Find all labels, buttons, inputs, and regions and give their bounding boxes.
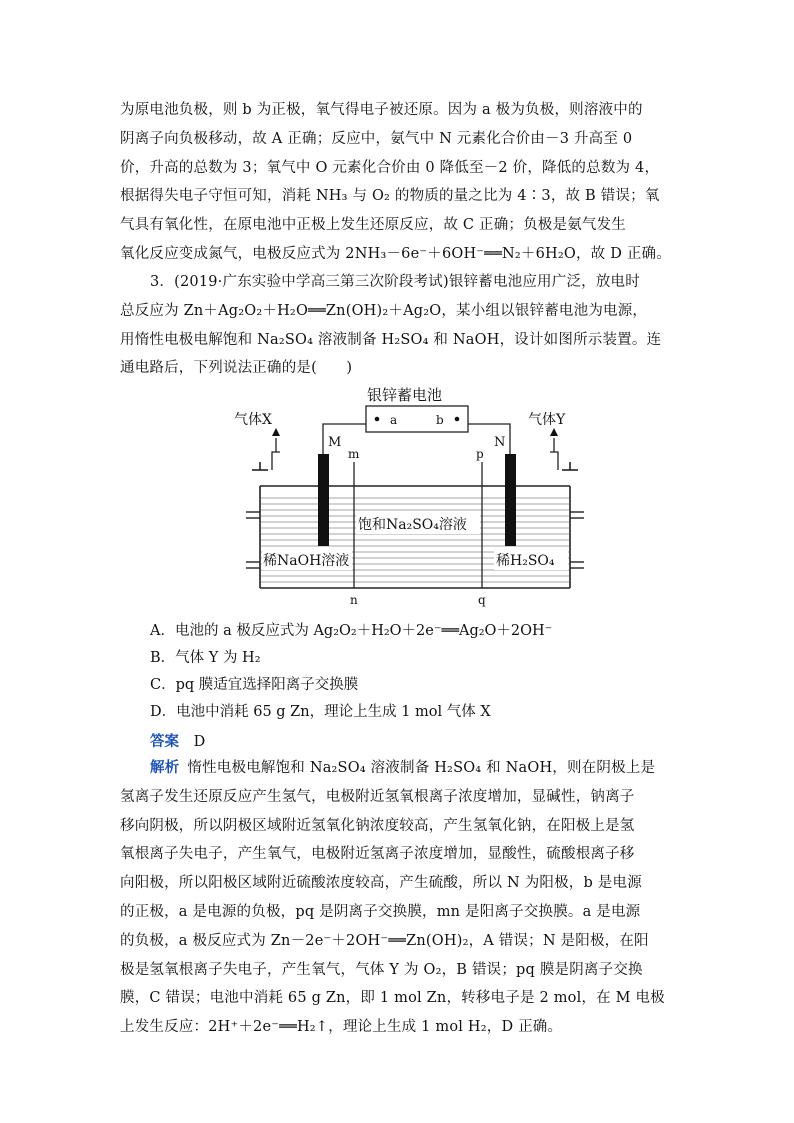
analysis-line: 膜，C 错误；电池中消耗 65 g Zn，即 1 mol Zn，转移电子是 2 mol，在 M 电极 xyxy=(120,990,665,1007)
electrode-m-label: M xyxy=(328,435,342,450)
answer-label: 答案 xyxy=(150,733,179,750)
membrane-p-label: p xyxy=(476,447,484,461)
answer-value: D xyxy=(193,734,206,750)
electrode-n-label: N xyxy=(494,435,506,450)
analysis-line: 移向阴极，所以阴极区域附近氢氧化钠浓度较高，产生氢氧化钠，在阳极上是氢 xyxy=(120,817,635,834)
text-line: 氧化反应变成氮气，电极反应式为 2NH₃－6e⁻＋6OH⁻══N₂＋6H₂O，故 D 正确。 xyxy=(120,245,671,262)
membrane-q-label: q xyxy=(478,593,486,607)
question-line: 总反应为 Zn＋Ag₂O₂＋H₂O══Zn(OH)₂＋Ag₂O，某小组以银锌蓄电池为电源， xyxy=(120,302,648,319)
text-line: 气具有氧化性，在原电池中正极上发生还原反应，故 C 正确；负极是氨气发生 xyxy=(120,217,627,234)
answer-line xyxy=(150,730,205,751)
analysis-text: 惰性电极电解饱和 Na₂SO₄ 溶液制备 H₂SO₄ 和 NaOH，则在阴极上是 xyxy=(187,760,656,776)
analysis-line: 的负极，a 极反应式为 Zn－2e⁻＋2OH⁻══Zn(OH)₂，A 错误；N 是阳极，在阳 xyxy=(120,932,649,949)
battery-label: 银锌蓄电池 xyxy=(367,386,443,404)
electrode-m xyxy=(318,454,329,546)
electrode-n xyxy=(505,454,516,546)
analysis-label: 解析 xyxy=(150,759,180,776)
terminal-b-dot xyxy=(455,417,460,422)
analysis-line: 向阳极，所以阳极区域附近硫酸浓度较高，产生硫酸，所以 N 为阳极，b 是电源 xyxy=(120,875,642,892)
arrow-up-icon xyxy=(272,428,280,436)
left-solution-label: 稀NaOH溶液 xyxy=(263,553,350,569)
analysis-line: 氢离子发生还原反应产生氢气，电极附近氢氧根离子浓度增加，显碱性，钠离子 xyxy=(120,788,635,805)
text-line: 价，升高的总数为 3；氧气中 O 元素化合价由 0 降低至－2 价，降低的总数为 4， xyxy=(120,159,660,176)
right-solution-label: 稀H₂SO₄ xyxy=(496,553,555,569)
membrane-m-label: m xyxy=(348,447,360,461)
electrolysis-diagram xyxy=(232,378,592,608)
analysis xyxy=(120,754,675,1042)
option-a: A．电池的 a 极反应式为 Ag₂O₂＋H₂O＋2e⁻══Ag₂O＋2OH⁻ xyxy=(150,623,553,639)
question-line: 3．(2019·广东实验中学高三第三次阶段考试)银锌蓄电池应用广泛，放电时 xyxy=(150,274,640,290)
option-d: D．电池中消耗 65 g Zn，理论上生成 1 mol 气体 X xyxy=(150,704,491,720)
terminal-b-label: b xyxy=(436,413,444,427)
analysis-line: 的正极，a 是电源的负极，pq 是阴离子交换膜，mn 是阳离子交换膜。a 是电源 xyxy=(120,903,641,920)
option-c: C．pq 膜适宜选择阳离子交换膜 xyxy=(150,677,359,693)
text-line: 阴离子向负极移动，故 A 正确；反应中，氨气中 N 元素化合价由－3 升高至 0 xyxy=(120,130,633,147)
analysis-first-line xyxy=(120,754,675,783)
battery-box xyxy=(366,406,468,432)
question-3 xyxy=(120,268,675,383)
terminal-a-label: a xyxy=(390,413,398,427)
previous-analysis xyxy=(120,96,675,269)
gas-y-label: 气体Y xyxy=(528,412,566,428)
membrane-n-label: n xyxy=(350,593,358,607)
analysis-line: 极是氢氧根离子失电子，产生氧气，气体 Y 为 O₂，B 错误；pq 膜是阴离子交换 xyxy=(120,961,643,978)
analysis-line: 氧根离子失电子，产生氧气，电极附近氢离子浓度增加，显酸性，硫酸根离子移 xyxy=(120,846,635,863)
arrow-up-icon xyxy=(550,428,558,436)
text-line: 为原电池负极，则 b 为正极，氧气得电子被还原。因为 a 极为负极，则溶液中的 xyxy=(120,102,643,118)
question-line: 用惰性电极电解饱和 Na₂SO₄ 溶液制备 H₂SO₄ 和 NaOH，设计如图所示装置。连 xyxy=(120,331,662,348)
gas-x-label: 气体X xyxy=(234,412,272,428)
text-line: 根据得失电子守恒可知，消耗 NH₃ 与 O₂ 的物质的量之比为 4∶3，故 B 错误；氧 xyxy=(120,188,660,205)
terminal-a-dot xyxy=(375,417,380,422)
option-b: B．气体 Y 为 H₂ xyxy=(150,650,261,666)
middle-solution-label: 饱和Na₂SO₄溶液 xyxy=(358,517,467,533)
analysis-line: 上发生反应：2H⁺＋2e⁻══H₂↑，理论上生成 1 mol H₂，D 正确。 xyxy=(120,1019,563,1036)
question-line: 通电路后，下列说法正确的是( ) xyxy=(120,360,353,377)
